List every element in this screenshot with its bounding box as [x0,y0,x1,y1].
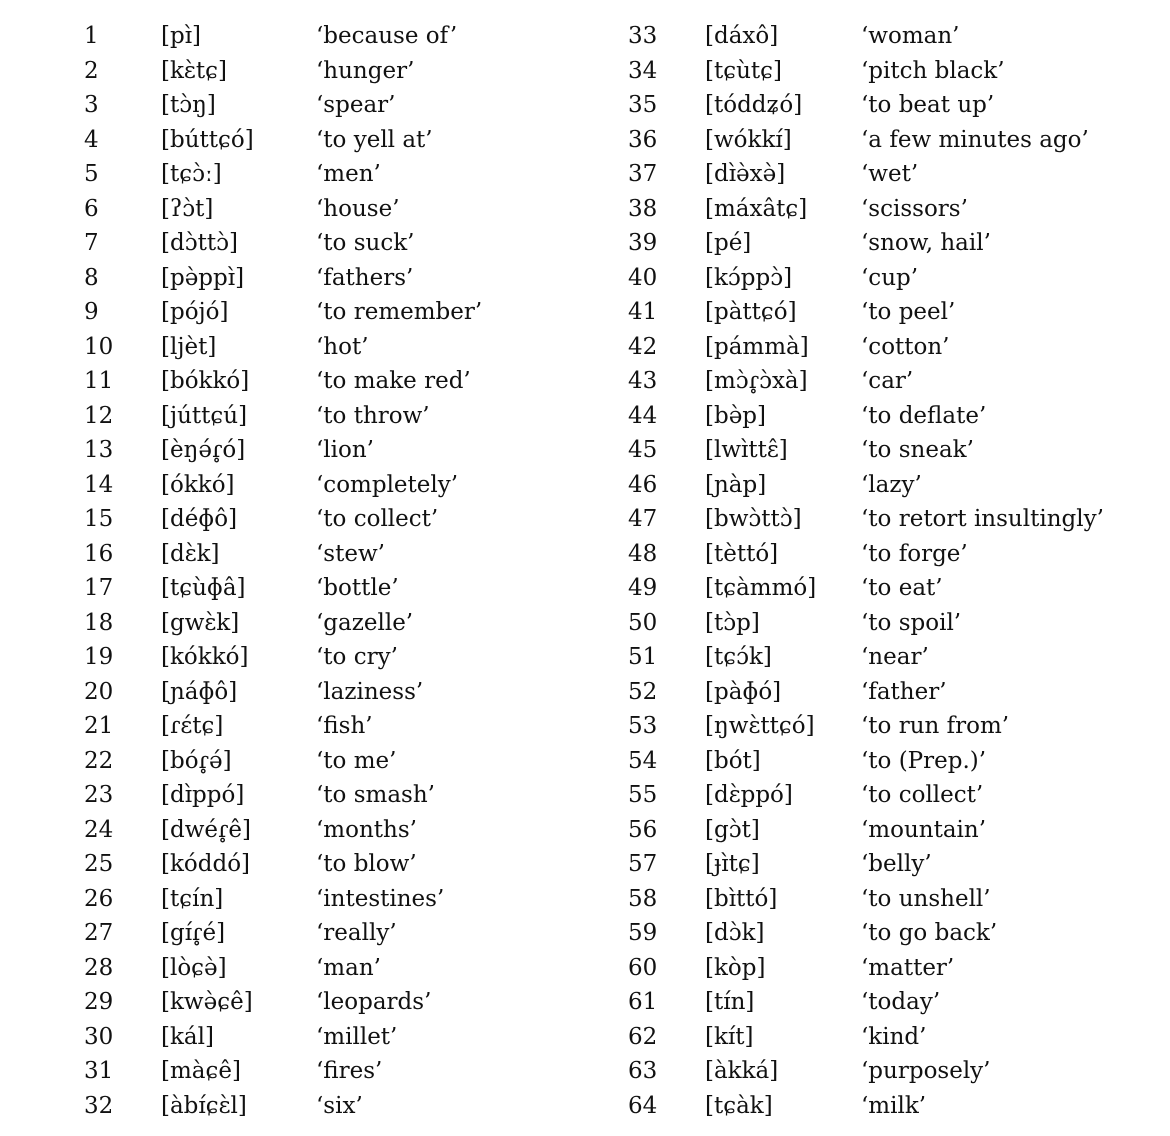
entry-number: 47 [628,506,658,532]
entry-number: 33 [628,23,658,49]
english-gloss: ‘lion’ [316,437,374,463]
ipa-transcription: [ɾɛ́tɕ] [161,713,224,739]
english-gloss: ‘fathers’ [316,264,414,291]
word-row [0,123,1170,158]
entry-number: 20 [84,678,114,705]
entry-number: 26 [84,885,114,912]
english-gloss: ‘house’ [316,195,400,222]
entry-number: 22 [84,747,114,774]
english-gloss: ‘to suck’ [316,230,415,256]
entry-number: 51 [628,644,658,670]
entry-number: 42 [628,333,658,360]
word-row [0,606,1170,641]
english-gloss: ‘to remember’ [316,299,483,325]
english-gloss: ‘man’ [316,954,381,981]
entry-number: 39 [628,230,658,256]
ipa-transcription: [pámmà] [705,333,809,360]
english-gloss: ‘lazy’ [861,471,922,498]
english-gloss: ‘to me’ [316,747,397,774]
entry-number: 18 [84,609,114,636]
ipa-transcription: [tɕɔ̀ː] [161,161,222,187]
word-row [0,537,1170,572]
word-row [0,951,1170,986]
ipa-transcription: [tɕàk] [705,1092,773,1119]
english-gloss: ‘six’ [316,1092,363,1119]
ipa-transcription: [kókkó] [161,644,249,670]
english-gloss: ‘to forge’ [861,540,968,567]
english-gloss: ‘to peel’ [861,299,956,325]
ipa-transcription: [ŋwɛ̀ttɕó] [705,713,815,739]
ipa-transcription: [kál] [161,1023,214,1050]
entry-number: 35 [628,92,658,118]
entry-number: 52 [628,678,658,705]
english-gloss: ‘cup’ [861,264,919,291]
ipa-transcription: [tɔ̀ŋ] [161,92,216,118]
ipa-transcription: [tɕɔ́k] [705,644,772,670]
word-row [0,985,1170,1020]
ipa-transcription: [dɪ̀ə̀xə̀] [705,161,786,187]
word-row [0,433,1170,468]
entry-number: 48 [628,540,658,567]
ipa-transcription: [wókkɪ́] [705,126,792,153]
ipa-transcription: [bóɾ̥ə́] [161,747,232,774]
word-row [0,88,1170,123]
english-gloss: ‘hot’ [316,333,369,360]
entry-number: 40 [628,264,658,291]
english-gloss: ‘gazelle’ [316,609,414,636]
english-gloss: ‘to smash’ [316,782,435,808]
ipa-transcription: [ɲàp] [705,471,767,498]
english-gloss: ‘spear’ [316,92,396,118]
entry-number: 7 [84,230,99,256]
word-row [0,192,1170,227]
word-row [0,502,1170,537]
ipa-transcription: [búttɕó] [161,126,254,153]
word-row [0,226,1170,261]
entry-number: 11 [84,368,114,394]
english-gloss: ‘to cry’ [316,644,398,670]
entry-number: 41 [628,299,658,325]
english-gloss: ‘near’ [861,644,929,670]
word-row [0,709,1170,744]
entry-number: 36 [628,126,658,153]
english-gloss: ‘to (Prep.)’ [861,747,987,774]
ipa-transcription: [dɛ̀ppó] [705,782,793,808]
english-gloss: ‘stew’ [316,540,385,567]
english-gloss: ‘to throw’ [316,402,430,429]
ipa-transcription: [àkká] [705,1058,779,1084]
ipa-transcription: [kòp] [705,954,766,981]
word-row [0,468,1170,503]
entry-number: 27 [84,920,114,946]
english-gloss: ‘to blow’ [316,851,417,877]
english-gloss: ‘to spoil’ [861,609,962,636]
english-gloss: ‘to go back’ [861,920,998,946]
english-gloss: ‘to run from’ [861,713,1010,739]
ipa-transcription: [bókkó] [161,368,250,394]
ipa-transcription: [pàttɕó] [705,299,797,325]
ipa-transcription: [dɛ̀k] [161,540,220,567]
entry-number: 2 [84,57,99,84]
ipa-transcription: [déɸô] [161,506,238,532]
entry-number: 4 [84,126,99,153]
word-row [0,640,1170,675]
english-gloss: ‘car’ [861,368,914,394]
ipa-transcription: [àbɪ́ɕɛ̀l] [161,1092,247,1119]
ipa-transcription: [kwə̀ɕê] [161,989,253,1015]
english-gloss: ‘to eat’ [861,575,943,601]
word-row [0,19,1170,54]
word-row [0,675,1170,710]
english-gloss: ‘today’ [861,989,941,1015]
entry-number: 21 [84,713,114,739]
ipa-transcription: [dɪ̀ppó] [161,782,245,808]
english-gloss: ‘intestines’ [316,885,445,912]
english-gloss: ‘to sneak’ [861,437,974,463]
ipa-transcription: [kɛ̀tɕ] [161,57,227,84]
ipa-transcription: [pɪ̀] [161,23,202,49]
english-gloss: ‘months’ [316,816,417,843]
english-gloss: ‘men’ [316,161,381,187]
entry-number: 44 [628,402,658,429]
word-column-right [0,19,1170,1123]
entry-number: 13 [84,437,114,463]
ipa-transcription: [ljèt] [161,333,217,360]
ipa-transcription: [kóddó] [161,851,251,877]
ipa-transcription: [kɪ́t] [705,1023,754,1050]
ipa-transcription: [dwéɾ̥ê] [161,816,251,843]
ipa-transcription: [tɕùɸâ] [161,575,246,601]
ipa-transcription: [dɔ̀k] [705,920,765,946]
english-gloss: ‘to retort insultingly’ [861,506,1104,532]
word-row [0,295,1170,330]
word-row [0,1054,1170,1089]
english-gloss: ‘belly’ [861,851,932,877]
ipa-transcription: [mɔ̀ɾ̥ɔ̀xà] [705,368,808,394]
english-gloss: ‘to deflate’ [861,402,987,429]
ipa-transcription: [kɔ́ppɔ̀] [705,264,793,291]
entry-number: 8 [84,264,99,291]
entry-number: 5 [84,161,99,187]
ipa-transcription: [ɲáɸô] [161,678,238,705]
entry-number: 24 [84,816,114,843]
word-row [0,778,1170,813]
ipa-transcription: [bɪ̀ttó] [705,885,778,912]
entry-number: 57 [628,851,658,877]
ipa-transcription: [ʔɔ̀t] [161,195,214,222]
entry-number: 15 [84,506,114,532]
entry-number: 64 [628,1092,658,1119]
english-gloss: ‘milk’ [861,1092,927,1119]
ipa-transcription: [bót] [705,747,761,774]
entry-number: 6 [84,195,99,222]
english-gloss: ‘millet’ [316,1023,398,1050]
ipa-transcription: [bwɔ̀ttɔ̀] [705,506,802,532]
word-row [0,916,1170,951]
ipa-transcription: [dɔ̀ttɔ̀] [161,230,238,256]
entry-number: 30 [84,1023,114,1050]
entry-number: 10 [84,333,114,360]
ipa-transcription: [máxâtɕ] [705,195,808,222]
entry-number: 19 [84,644,114,670]
word-row [0,157,1170,192]
entry-number: 32 [84,1092,114,1119]
entry-number: 38 [628,195,658,222]
english-gloss: ‘wet’ [861,161,919,187]
entry-number: 14 [84,471,114,498]
english-gloss: ‘because of’ [316,23,458,49]
ipa-transcription: [pàɸó] [705,678,782,705]
english-gloss: ‘to beat up’ [861,92,995,118]
entry-number: 23 [84,782,114,808]
entry-number: 12 [84,402,114,429]
ipa-transcription: [gɪ́ɾ̥é] [161,920,226,946]
entry-number: 37 [628,161,658,187]
ipa-transcription: [tɕín] [161,885,224,912]
english-gloss: ‘purposely’ [861,1058,991,1084]
ipa-transcription: [tɕàmmó] [705,575,817,601]
ipa-transcription: [júttɕú] [161,402,248,429]
english-gloss: ‘cotton’ [861,333,950,360]
entry-number: 31 [84,1058,114,1084]
entry-number: 45 [628,437,658,463]
entry-number: 1 [84,23,99,49]
entry-number: 43 [628,368,658,394]
word-row [0,744,1170,779]
entry-number: 50 [628,609,658,636]
word-row [0,54,1170,89]
word-row [0,813,1170,848]
ipa-transcription: [pé] [705,230,752,256]
english-gloss: ‘a few minutes ago’ [861,126,1089,153]
ipa-transcription: [tóddʑó] [705,92,803,118]
english-gloss: ‘scissors’ [861,195,968,222]
english-gloss: ‘bottle’ [316,575,399,601]
entry-number: 53 [628,713,658,739]
ipa-transcription: [tɪ́n] [705,989,755,1015]
entry-number: 60 [628,954,658,981]
english-gloss: ‘to unshell’ [861,885,991,912]
entry-number: 49 [628,575,658,601]
entry-number: 34 [628,57,658,84]
ipa-transcription: [ɟɪ̀tɕ] [705,851,760,877]
entry-number: 59 [628,920,658,946]
word-row [0,330,1170,365]
ipa-transcription: [tɕùtɕ] [705,57,783,84]
entry-number: 63 [628,1058,658,1084]
entry-number: 55 [628,782,658,808]
ipa-transcription: [màɕê] [161,1058,241,1084]
ipa-transcription: [bə̀p] [705,402,767,429]
ipa-transcription: [tɔ̀p] [705,609,760,636]
ipa-transcription: [èŋə́ɾ̥ó] [161,437,246,463]
entry-number: 54 [628,747,658,774]
english-gloss: ‘fires’ [316,1058,383,1084]
ipa-transcription: [gwɛ̀k] [161,609,240,636]
english-gloss: ‘to make red’ [316,368,471,394]
english-gloss: ‘to yell at’ [316,126,433,153]
ipa-transcription: [lòɕə̀] [161,954,227,981]
word-row [0,1020,1170,1055]
english-gloss: ‘kind’ [861,1023,927,1050]
english-gloss: ‘father’ [861,678,947,705]
entry-number: 9 [84,299,99,325]
word-row [0,1089,1170,1124]
word-row [0,882,1170,917]
english-gloss: ‘woman’ [861,23,960,49]
word-row [0,261,1170,296]
word-row [0,364,1170,399]
entry-number: 61 [628,989,658,1015]
english-gloss: ‘hunger’ [316,57,415,84]
ipa-transcription: [dáxô] [705,23,779,49]
english-gloss: ‘mountain’ [861,816,987,843]
ipa-transcription: [gɔ̀t] [705,816,760,843]
entry-number: 17 [84,575,114,601]
word-row [0,399,1170,434]
entry-number: 28 [84,954,114,981]
ipa-transcription: [lwɪ̀ttɛ̂] [705,437,788,463]
entry-number: 62 [628,1023,658,1050]
english-gloss: ‘matter’ [861,954,955,981]
ipa-transcription: [ókkó] [161,471,235,498]
word-row [0,571,1170,606]
english-gloss: ‘completely’ [316,471,459,498]
ipa-transcription: [pójó] [161,299,229,325]
entry-number: 3 [84,92,99,118]
english-gloss: ‘to collect’ [861,782,984,808]
entry-number: 46 [628,471,658,498]
english-gloss: ‘really’ [316,920,397,946]
word-row [0,847,1170,882]
english-gloss: ‘to collect’ [316,506,439,532]
entry-number: 25 [84,851,114,877]
english-gloss: ‘leopards’ [316,989,432,1015]
entry-number: 29 [84,989,114,1015]
entry-number: 56 [628,816,658,843]
english-gloss: ‘pitch black’ [861,57,1005,84]
english-gloss: ‘laziness’ [316,678,424,705]
english-gloss: ‘fish’ [316,713,373,739]
entry-number: 58 [628,885,658,912]
english-gloss: ‘snow, hail’ [861,230,991,256]
ipa-transcription: [pə̀ppɪ̀] [161,264,245,291]
entry-number: 16 [84,540,114,567]
ipa-transcription: [tèttó] [705,540,779,567]
